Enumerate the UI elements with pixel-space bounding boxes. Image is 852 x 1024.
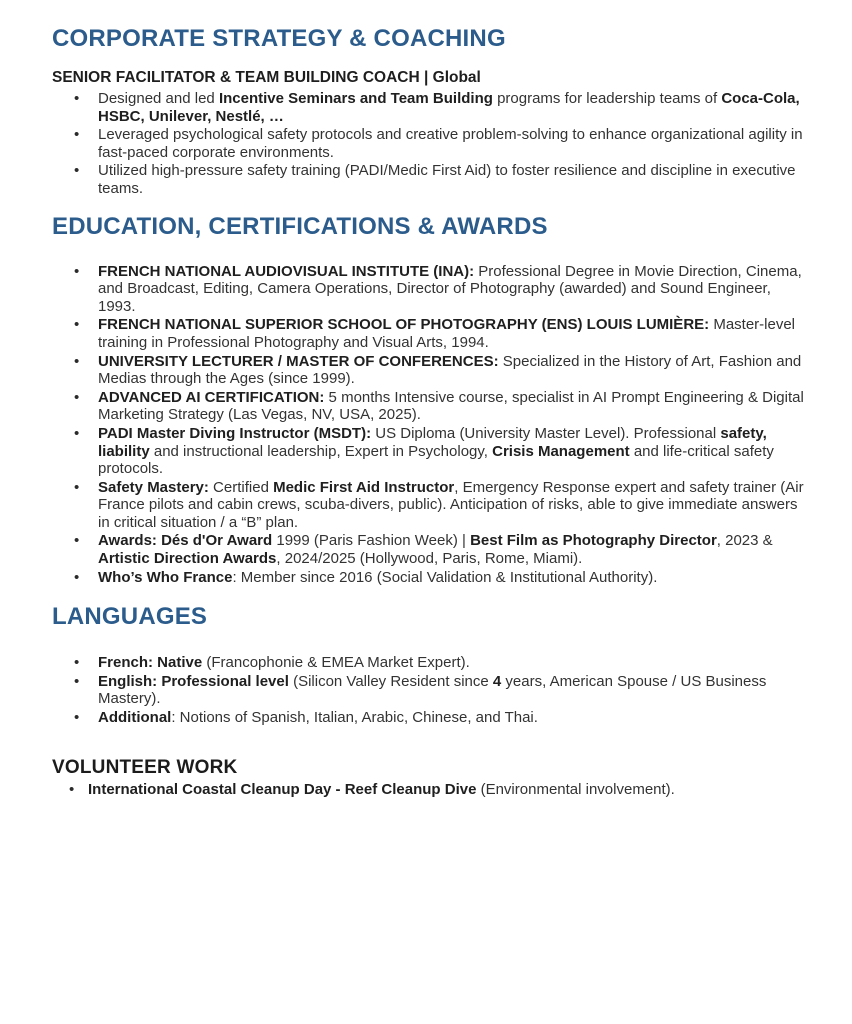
bullet-item: • Additional: Notions of Spanish, Italian, Arabic, Chinese, and Thai. (52, 709, 810, 727)
job-title-line: SENIOR FACILITATOR & TEAM BUILDING COACH | Global (52, 69, 481, 86)
section-title-languages: LANGUAGES (52, 603, 208, 631)
section-volunteer-work (52, 757, 810, 799)
bullet-item: • Leveraged psychological safety protocols and creative problem-solving to enhance organizational agility in fast-paced corporate environments. (52, 126, 810, 161)
bullet-item: • Designed and led Incentive Seminars and Team Building programs for leadership teams of Coca-Cola, HSBC, Unilever, Nestlé, … (52, 90, 810, 125)
bullet-item: • Safety Mastery: Certified Medic First Aid Instructor, Emergency Response expert and safety trainer (Air France pilots and cabin crews, scuba-divers, public). Anticipation of risks, able to give immediate answers in critical situation / a “B” plan. (52, 479, 810, 532)
bullet-item: • Who’s Who France: Member since 2016 (Social Validation & Institutional Authority). (52, 569, 810, 587)
section-corporate-strategy (52, 26, 810, 198)
section-title-corporate-strategy: CORPORATE STRATEGY & COACHING (52, 25, 506, 52)
section-title-volunteer-work: VOLUNTEER WORK (52, 756, 238, 778)
bullet-item: • International Coastal Cleanup Day - Reef Cleanup Dive (Environmental involvement). (52, 781, 810, 799)
bullet-item: • ADVANCED AI CERTIFICATION: 5 months Intensive course, specialist in AI Prompt Engineering & Digital Marketing Strategy (Las Vegas, NV, USA, 2025). (52, 389, 810, 424)
corporate-bullet-list (52, 90, 810, 198)
bullet-item: • Awards: Dés d'Or Award 1999 (Paris Fashion Week) | Best Film as Photography Director, 2023 & Artistic Direction Awards, 2024/2025 (Hollywood, Paris, Rome, Miami). (52, 532, 810, 567)
section-title-education: EDUCATION, CERTIFICATIONS & AWARDS (52, 212, 548, 240)
bullet-item: • French: Native (Francophonie & EMEA Market Expert). (52, 654, 810, 672)
bullet-item: • FRENCH NATIONAL SUPERIOR SCHOOL OF PHOTOGRAPHY (ENS) LOUIS LUMIÈRE: Master-level training in Professional Photography and Visual Arts, 1994. (52, 316, 810, 351)
bullet-item: • UNIVERSITY LECTURER / MASTER OF CONFERENCES: Specialized in the History of Art, Fashion and Medias through the Ages (since 1999). (52, 353, 810, 388)
volunteer-bullet-list (52, 781, 810, 799)
bullet-item: • PADI Master Diving Instructor (MSDT): US Diploma (University Master Level). Professional safety, liability and instructional leadership, Expert in Psychology, Crisis Management and life-critical safety protocols. (52, 425, 810, 478)
section-languages (52, 604, 810, 726)
education-bullet-list (52, 263, 810, 587)
bullet-item: • FRENCH NATIONAL AUDIOVISUAL INSTITUTE (INA): Professional Degree in Movie Direction, Cinema, and Broadcast, Editing, Camera Operations, Director of Photography (awarded) and Sound Engineer, 1993. (52, 263, 810, 316)
languages-bullet-list (52, 654, 810, 726)
section-education-certifications-awards (52, 214, 810, 587)
bullet-item: • English: Professional level (Silicon Valley Resident since 4 years, American Spouse / US Business Mastery). (52, 673, 810, 708)
bullet-item: • Utilized high-pressure safety training (PADI/Medic First Aid) to foster resilience and discipline in executive teams. (52, 162, 810, 197)
